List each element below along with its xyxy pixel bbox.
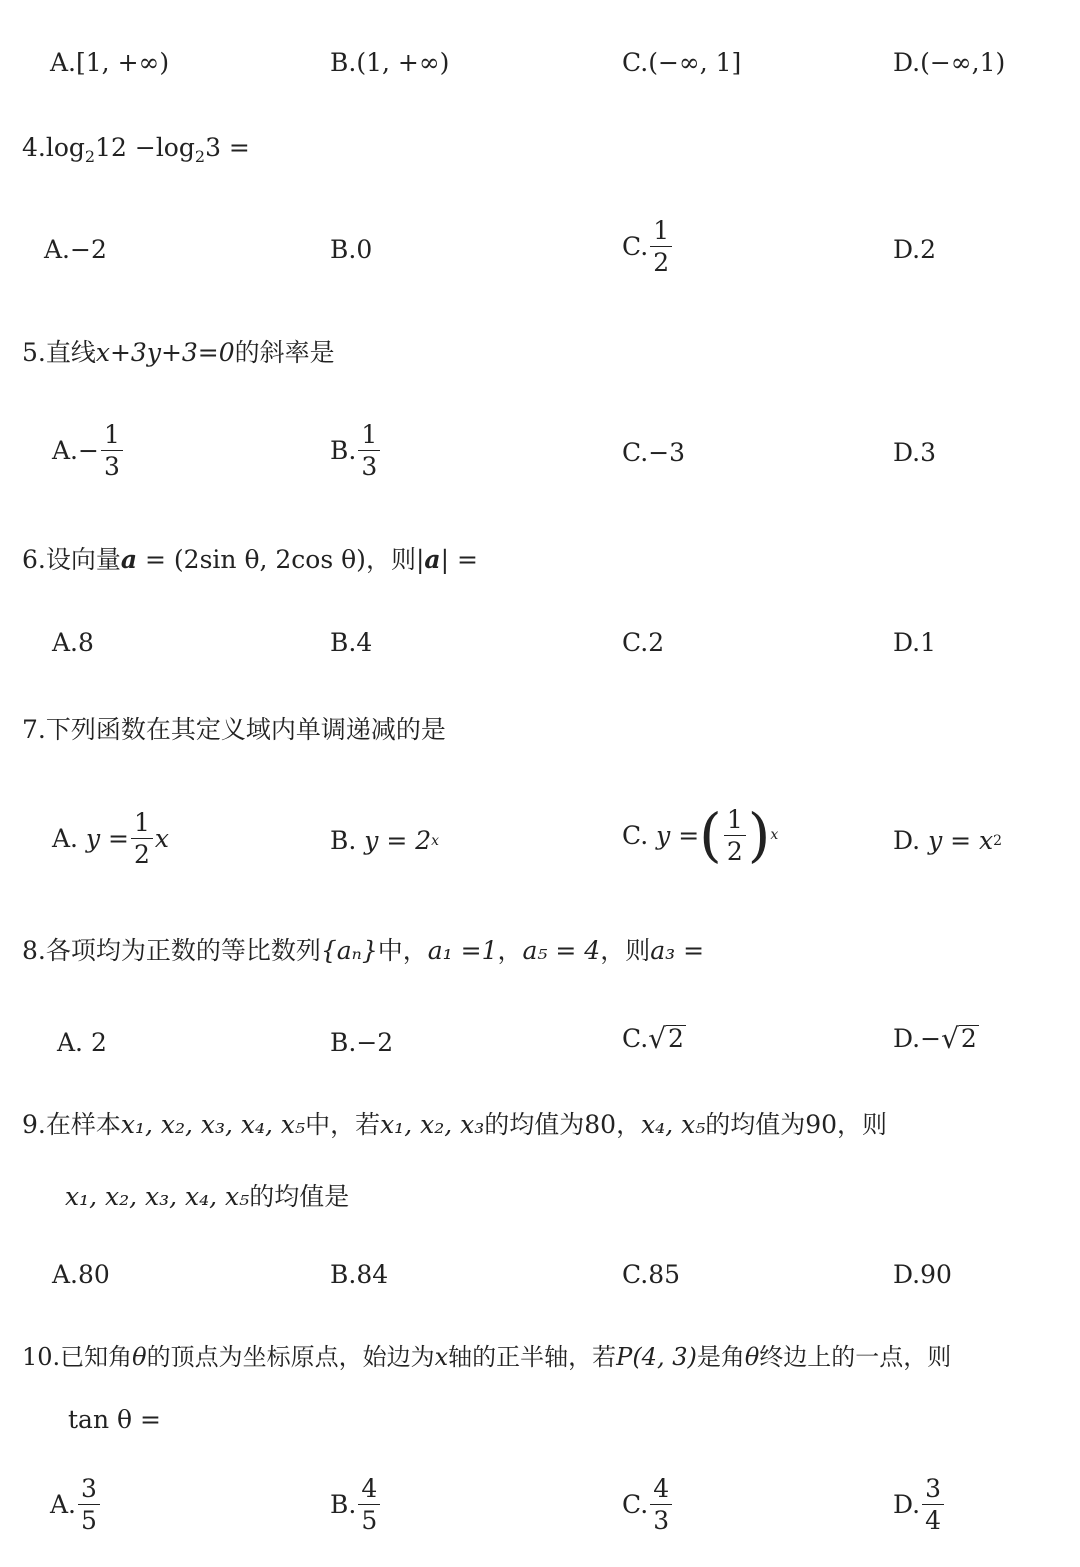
q9-option-a — [52, 1260, 110, 1289]
option-label: B. — [330, 826, 357, 855]
option-label: D. — [893, 1024, 921, 1053]
option-expr: 4 — [356, 628, 373, 657]
q4-stem — [22, 133, 250, 166]
minus-sign: − — [356, 1028, 378, 1057]
q7-stem — [22, 710, 446, 746]
log-base: 2 — [194, 147, 206, 166]
q10-option-d — [893, 1476, 946, 1533]
right-paren-icon: ) — [747, 801, 771, 869]
option-expr: 2 — [377, 1028, 394, 1057]
stem-text: 的均值为 — [705, 1110, 806, 1139]
q6-stem — [22, 540, 478, 576]
stem-text: ，则 — [365, 545, 416, 574]
question-number: 8. — [22, 936, 46, 965]
q8-option-b — [330, 1028, 393, 1057]
vector-symbol: a — [424, 545, 441, 574]
option-label: A. — [52, 824, 79, 853]
q6-option-b — [330, 628, 372, 657]
stem-text: 中，若 — [305, 1110, 381, 1139]
option-label: B. — [330, 1490, 357, 1519]
numerator: 1 — [358, 422, 380, 451]
option-expr: 3 — [920, 438, 937, 467]
stem-text: log — [45, 133, 85, 162]
option-label: D. — [893, 628, 921, 657]
option-label: C. — [622, 438, 649, 467]
option-label: D. — [893, 48, 921, 77]
q9-option-c — [622, 1260, 680, 1289]
sample-vars: x₁, x₂, x₃, x₄, x₅ — [120, 1110, 306, 1139]
option-label: A. — [52, 436, 79, 465]
denominator: 2 — [653, 248, 670, 277]
fraction — [101, 422, 123, 479]
q8-option-c — [622, 1021, 686, 1055]
option-label: D. — [893, 1260, 921, 1289]
stem-text: 的均值是 — [249, 1182, 350, 1211]
option-label: C. — [622, 628, 649, 657]
stem-text: 3 = — [205, 133, 250, 162]
q5-option-b — [330, 422, 382, 479]
stem-text: 设向量 — [45, 545, 121, 574]
stem-text: 直线 — [45, 338, 96, 367]
fraction — [922, 1476, 944, 1533]
stem-text: 的斜率是 — [234, 338, 335, 367]
q10-stem — [22, 1337, 951, 1372]
option-label: C. — [622, 232, 649, 261]
radical-icon: √ — [648, 1021, 667, 1055]
q5-option-a — [52, 422, 125, 479]
option-expr: 8 — [78, 628, 94, 657]
q6-option-c — [622, 628, 664, 657]
q6-option-a — [52, 628, 94, 657]
paren-group — [699, 801, 771, 869]
stem-text: 是角 — [696, 1343, 745, 1371]
option-label: B. — [330, 628, 357, 657]
numerator: 3 — [922, 1476, 944, 1505]
option-label: A. — [52, 628, 79, 657]
denominator: 2 — [134, 840, 150, 869]
stem-text: ， — [616, 1110, 642, 1139]
radicand: 2 — [668, 1024, 684, 1054]
option-expr: 80 — [78, 1260, 110, 1289]
option-label: B. — [330, 1028, 357, 1057]
option-expr: 0 — [356, 235, 373, 264]
denominator: 3 — [103, 452, 120, 481]
option-expr: −3 — [648, 438, 686, 467]
option-label: D. — [893, 438, 921, 467]
q4-option-a — [44, 235, 107, 264]
q9-option-d — [893, 1260, 952, 1289]
stem-text: 中， — [377, 936, 428, 965]
option-expr: 2 — [90, 1028, 107, 1057]
option-expr: (−∞,1) — [920, 48, 1006, 77]
q7-option-d — [893, 826, 1002, 855]
vector-expr: = (2sin θ, 2cos θ) — [137, 545, 366, 574]
option-label: C. — [622, 1490, 649, 1519]
variable: x — [154, 824, 170, 853]
lhs: y = 2 — [364, 826, 432, 855]
abs-bar: | — [415, 545, 425, 574]
q3-option-c — [622, 48, 741, 77]
q9-option-b — [330, 1260, 388, 1289]
stem-text: ，则 — [837, 1110, 888, 1139]
q8-option-d — [893, 1021, 979, 1055]
option-label: C. — [622, 1024, 649, 1053]
target: a₃ = — [650, 936, 705, 965]
option-label: C. — [622, 820, 649, 850]
lhs: y = — [656, 820, 700, 850]
theta-symbol: θ — [132, 1343, 147, 1371]
minus-sign: − — [78, 436, 99, 465]
sqrt-expr — [648, 1021, 686, 1055]
q10-option-b — [330, 1476, 382, 1533]
option-label: B. — [330, 436, 357, 465]
fraction — [650, 1476, 672, 1533]
question-number: 7. — [22, 715, 46, 744]
denominator: 3 — [653, 1506, 670, 1535]
group-vars: x₄, x₅ — [641, 1110, 706, 1139]
fraction — [358, 1476, 380, 1533]
question-number: 10. — [22, 1343, 61, 1371]
exponent: x — [431, 832, 440, 849]
option-expr: (−∞, 1] — [648, 48, 742, 77]
denominator: 2 — [726, 836, 743, 866]
vector-symbol: a — [120, 545, 138, 574]
option-label: A. — [50, 48, 77, 77]
sample-vars: x₁, x₂, x₃, x₄, x₅ — [65, 1182, 250, 1211]
fraction — [131, 810, 153, 867]
q7-option-c — [622, 801, 779, 869]
q9-stem-line2 — [65, 1177, 349, 1213]
q3-option-a — [50, 48, 169, 77]
fraction — [724, 804, 746, 866]
q10-option-c — [622, 1476, 674, 1533]
q3-option-d — [893, 48, 1005, 77]
denominator: 3 — [361, 452, 378, 481]
q7-option-a — [52, 810, 169, 867]
q4-option-d — [893, 235, 936, 264]
denominator: 5 — [81, 1506, 97, 1535]
q6-option-d — [893, 628, 936, 657]
option-expr: (1, +∞) — [356, 48, 450, 77]
mean-value: 80 — [584, 1110, 617, 1139]
option-expr: 90 — [920, 1260, 952, 1289]
tan-expr: tan θ = — [68, 1405, 161, 1434]
group-vars: x₁, x₂, x₃ — [380, 1110, 485, 1139]
option-expr: [1, +∞) — [76, 48, 170, 77]
sqrt-expr — [941, 1021, 979, 1055]
option-label: C. — [622, 1260, 649, 1289]
numerator: 1 — [724, 807, 746, 836]
q10-stem-line2 — [68, 1405, 161, 1434]
q8-stem — [22, 931, 704, 967]
q7-option-b — [330, 826, 439, 855]
question-number: 4. — [22, 133, 46, 162]
option-label: B. — [330, 235, 357, 264]
q5-option-d — [893, 438, 936, 467]
option-expr: 85 — [648, 1260, 680, 1289]
option-label: D. — [893, 1490, 921, 1519]
option-label: B. — [330, 1260, 357, 1289]
fraction — [358, 422, 380, 479]
lhs: y = x — [928, 826, 994, 855]
theta-symbol: θ — [744, 1343, 760, 1371]
denominator: 4 — [925, 1506, 942, 1535]
q8-option-a — [57, 1028, 107, 1057]
stem-text: 12 −log — [95, 133, 195, 162]
option-label: D. — [893, 826, 921, 855]
option-expr: −2 — [70, 235, 107, 264]
numerator: 1 — [131, 810, 153, 839]
option-expr: 2 — [920, 235, 937, 264]
numerator: 1 — [101, 422, 123, 451]
numerator: 4 — [358, 1476, 380, 1505]
denominator: 5 — [361, 1506, 378, 1535]
numerator: 3 — [78, 1476, 100, 1505]
option-expr: 84 — [356, 1260, 389, 1289]
minus-sign: − — [920, 1024, 942, 1053]
mean-value: 90 — [805, 1110, 838, 1139]
equation: x+3y+3=0 — [95, 338, 235, 367]
option-expr: 2 — [648, 628, 665, 657]
abs-bar: | = — [440, 545, 478, 574]
stem-text: 的均值为 — [484, 1110, 585, 1139]
sequence: {aₙ} — [320, 936, 378, 965]
option-label: A. — [52, 1260, 79, 1289]
fraction — [650, 218, 672, 275]
q3-option-b — [330, 48, 449, 77]
option-label: B. — [330, 48, 357, 77]
q5-option-c — [622, 438, 685, 467]
stem-text: 终边上的一点，则 — [759, 1343, 952, 1371]
fraction — [78, 1476, 100, 1533]
option-expr: 1 — [920, 628, 937, 657]
stem-text: 各项均为正数的等比数列 — [45, 936, 321, 965]
q10-option-a — [50, 1476, 102, 1533]
stem-text: 下列函数在其定义域内单调递减的是 — [45, 715, 446, 744]
exponent: 2 — [993, 832, 1003, 849]
condition: a₁ =1 — [427, 936, 498, 965]
q9-stem — [22, 1105, 887, 1141]
radicand: 2 — [960, 1024, 977, 1054]
stem-text: 在样本 — [45, 1110, 121, 1139]
radical-icon: √ — [941, 1021, 959, 1055]
question-number: 9. — [22, 1110, 46, 1139]
point: P(4, 3) — [616, 1343, 697, 1371]
separator: ， — [497, 936, 523, 965]
numerator: 4 — [650, 1476, 672, 1505]
q4-option-c — [622, 218, 674, 275]
left-paren-icon: ( — [699, 801, 722, 869]
condition: a₅ = 4 — [522, 936, 601, 965]
option-label: A. — [50, 1490, 77, 1519]
question-number: 6. — [22, 545, 46, 574]
option-label: A. — [44, 235, 71, 264]
q4-option-b — [330, 235, 372, 264]
x-symbol: x — [434, 1343, 449, 1371]
q5-stem — [22, 333, 335, 369]
stem-text: ，则 — [600, 936, 651, 965]
exponent: x — [770, 827, 779, 843]
numerator: 1 — [650, 218, 672, 247]
log-base: 2 — [84, 147, 96, 166]
option-label: D. — [893, 235, 921, 264]
option-label: C. — [622, 48, 649, 77]
question-number: 5. — [22, 338, 46, 367]
stem-text: 轴的正半轴，若 — [448, 1343, 617, 1371]
stem-text: 的顶点为坐标原点，始边为 — [146, 1343, 435, 1371]
stem-text: 已知角 — [60, 1343, 133, 1371]
option-label: A. — [57, 1028, 84, 1057]
lhs: y = — [85, 824, 129, 853]
